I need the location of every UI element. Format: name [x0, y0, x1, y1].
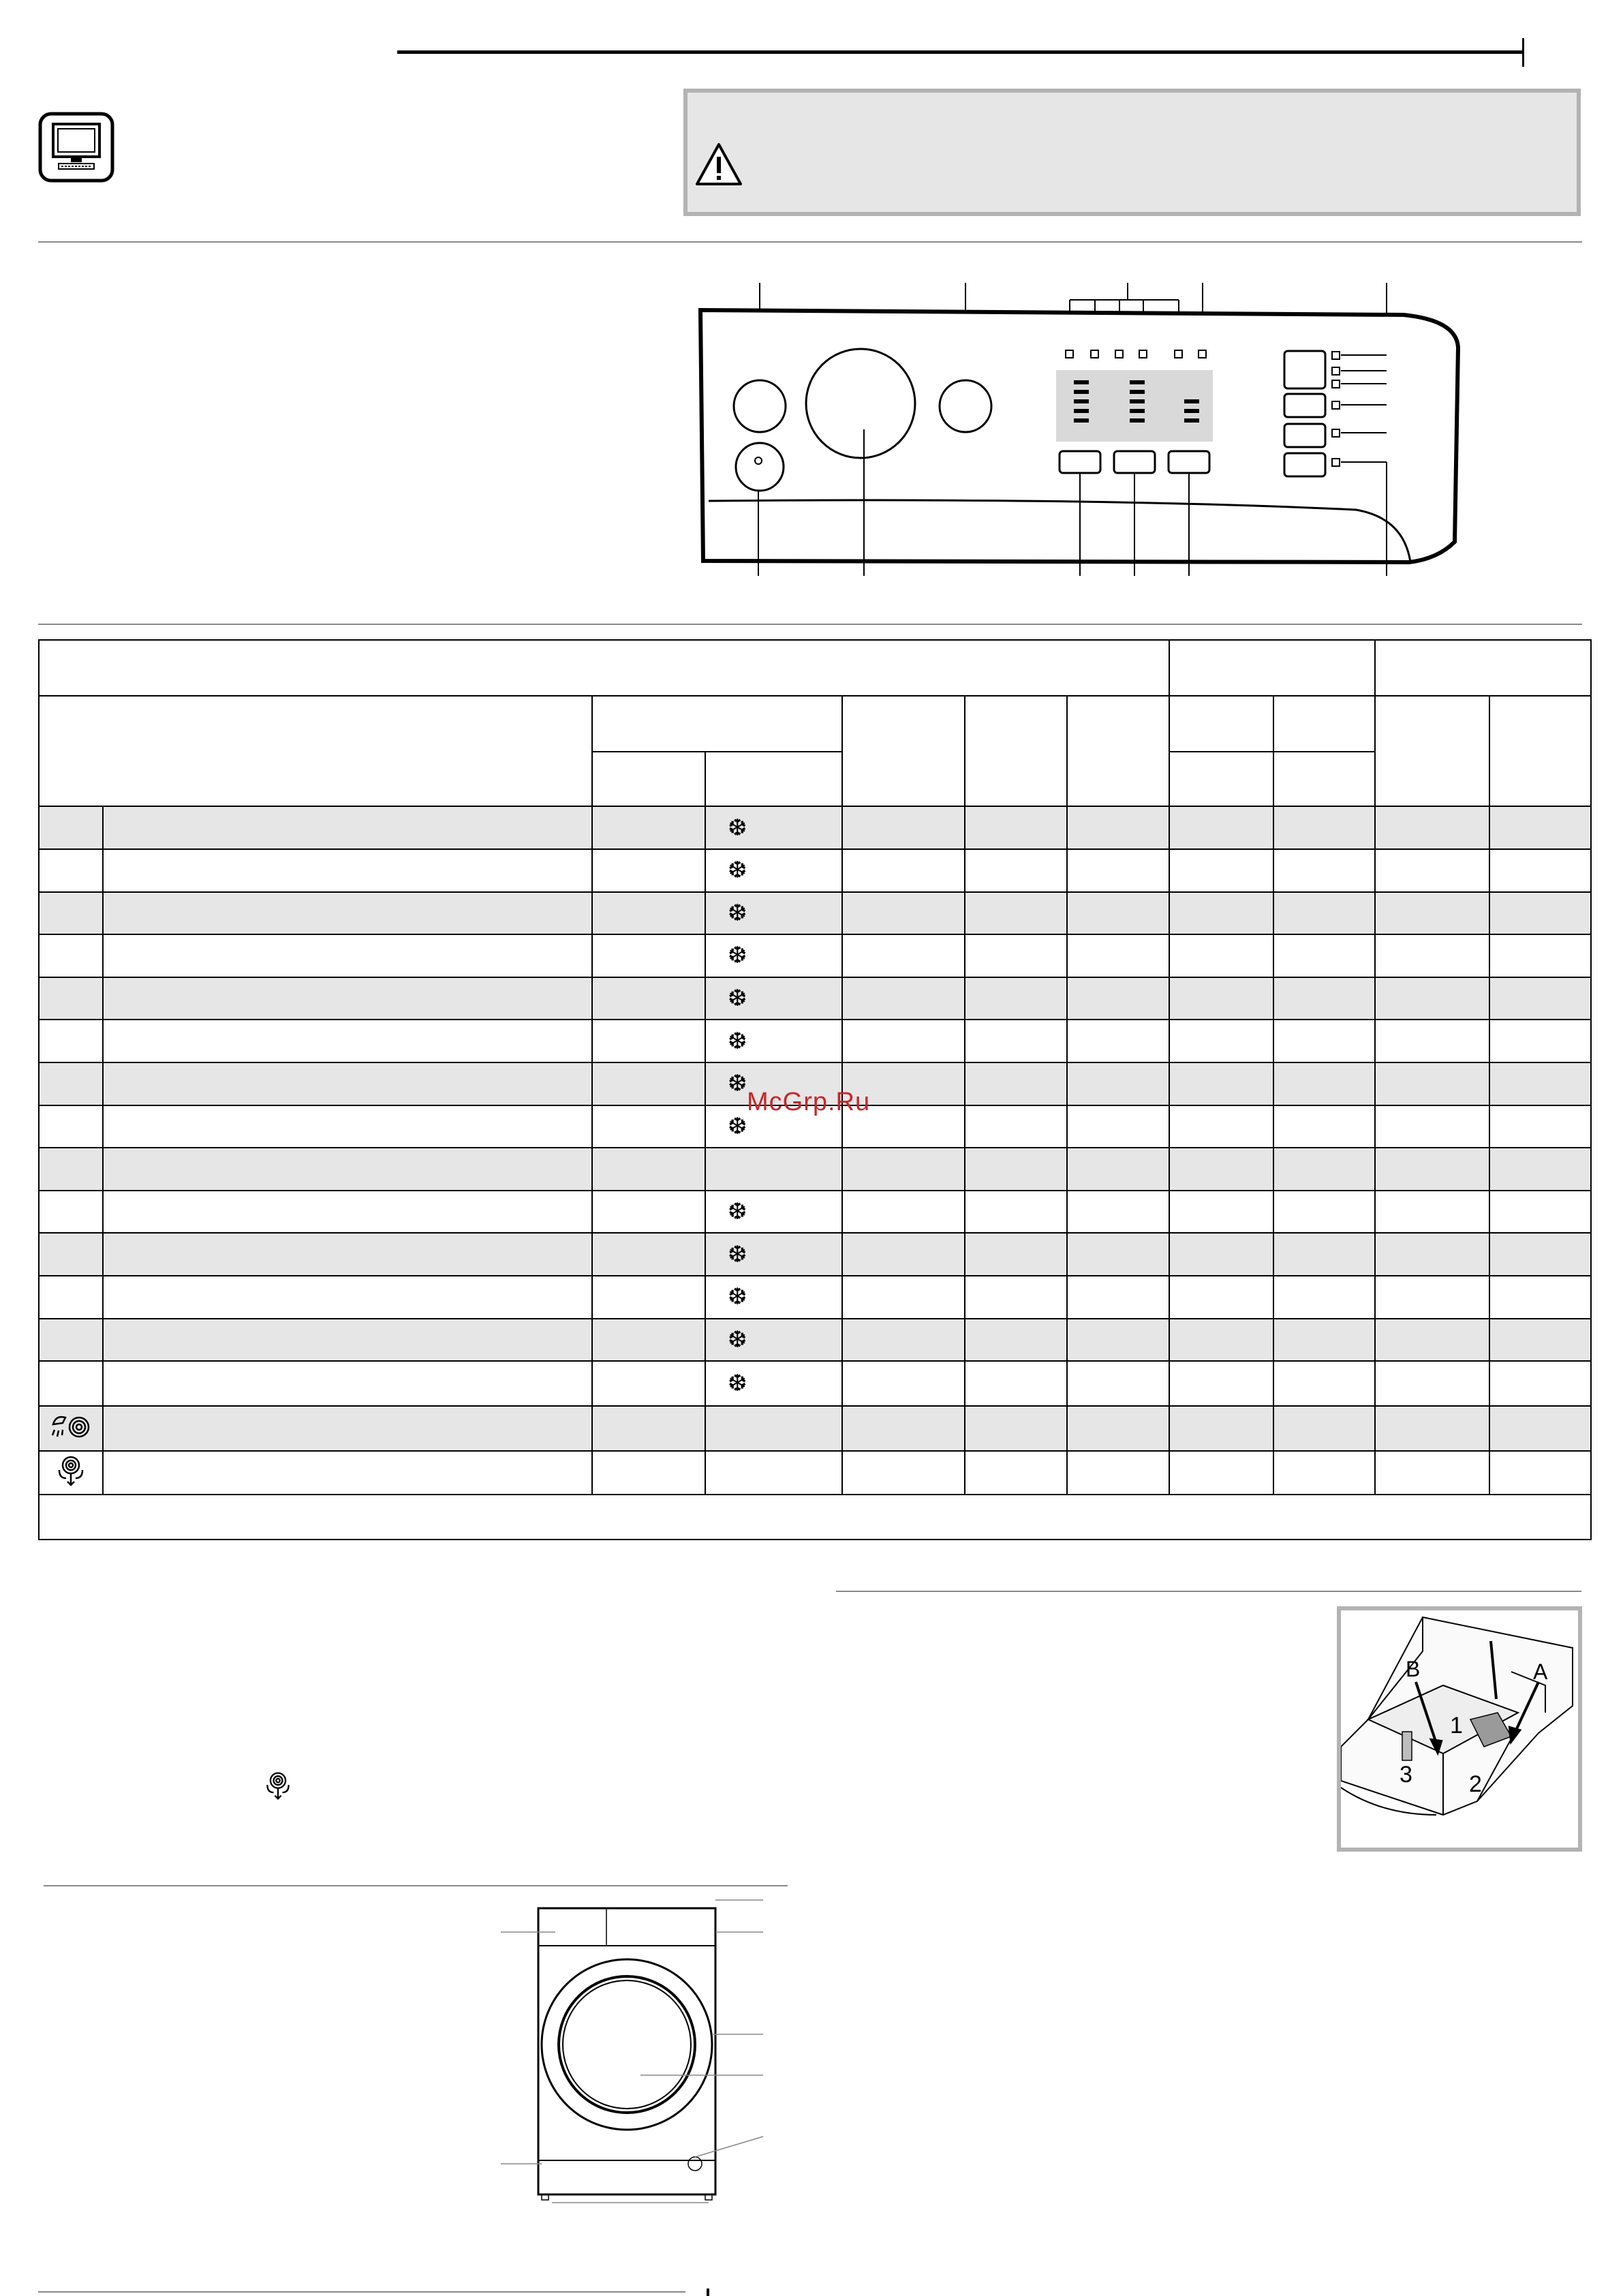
table-cell	[39, 977, 103, 1020]
table-cell	[1489, 806, 1591, 849]
snowflake-icon: ❆	[728, 985, 747, 1012]
table-cell	[1273, 1020, 1375, 1062]
table-cell	[39, 892, 103, 935]
table-cell	[1169, 977, 1273, 1020]
table-cell	[1169, 1319, 1273, 1362]
spin-drain-icon	[261, 1770, 295, 1801]
table-cell	[965, 1233, 1067, 1276]
table-cell	[1273, 934, 1375, 977]
table-cell	[1375, 1191, 1489, 1234]
table-cell	[39, 1191, 103, 1234]
table-row	[39, 1361, 1591, 1406]
snowflake-icon: ❆	[728, 1326, 747, 1353]
table-row	[39, 977, 1591, 1020]
table-cell	[1067, 1276, 1169, 1319]
table-cell	[103, 1020, 592, 1062]
snowflake-icon: ❆	[728, 1241, 747, 1268]
table-row	[39, 1233, 1591, 1276]
snowflake-icon: ❆	[728, 1113, 747, 1139]
table-cell	[592, 806, 705, 849]
snowflake-icon: ❆	[728, 900, 747, 926]
table-cell	[705, 1361, 842, 1406]
table-row	[39, 1020, 1591, 1062]
table-cell	[1375, 977, 1489, 1020]
snowflake-icon: ❆	[728, 1071, 747, 1097]
table-cell	[1273, 1191, 1375, 1234]
table-cell	[1273, 1148, 1375, 1191]
table-cell	[1169, 1191, 1273, 1234]
table-cell	[1067, 1191, 1169, 1234]
table-cell	[103, 1105, 592, 1148]
table-cell	[1169, 1233, 1273, 1276]
dispenser-label-1: 1	[1450, 1713, 1463, 1739]
table-cell	[1273, 1105, 1375, 1148]
table-cell	[1489, 892, 1591, 935]
table-cell	[103, 977, 592, 1020]
dispenser-label-a: A	[1533, 1659, 1548, 1684]
table-cell	[705, 1233, 842, 1276]
table-header-cell	[1169, 640, 1375, 696]
table-cell	[592, 892, 705, 935]
snowflake-icon: ❆	[728, 1199, 747, 1225]
table-cell	[1375, 892, 1489, 935]
table-cell	[842, 1233, 965, 1276]
table-header-cell	[1273, 752, 1375, 806]
table-cell	[1375, 1020, 1489, 1062]
section-rule-3	[836, 1591, 1581, 1592]
header-rule-end	[1522, 38, 1524, 67]
spin-drain-icon	[39, 1451, 103, 1495]
table-cell	[1489, 1233, 1591, 1276]
table-cell	[592, 1276, 705, 1319]
warning-box	[683, 89, 1581, 216]
table-cell	[39, 806, 103, 849]
table-cell	[1375, 1319, 1489, 1362]
table-cell	[1273, 806, 1375, 849]
table-header-cell	[1067, 696, 1169, 806]
table-cell	[1375, 1233, 1489, 1276]
table-cell	[1489, 1191, 1591, 1234]
table-cell	[39, 849, 103, 892]
table-cell	[965, 1361, 1067, 1406]
table-cell	[1169, 849, 1273, 892]
table-cell	[1067, 934, 1169, 977]
table-cell	[965, 1319, 1067, 1362]
table-row	[39, 892, 1591, 935]
table-cell	[1375, 1062, 1489, 1105]
table-header-cell	[1375, 640, 1591, 696]
table-cell	[842, 1020, 965, 1062]
table-cell	[39, 1105, 103, 1148]
table-header-cell	[1169, 696, 1273, 752]
table-cell	[1169, 1148, 1273, 1191]
table-cell	[39, 1319, 103, 1362]
table-cell	[103, 892, 592, 935]
table-cell	[1169, 892, 1273, 935]
table-cell	[1489, 849, 1591, 892]
bottom-mark	[707, 2289, 709, 2296]
table-row	[39, 1319, 1591, 1362]
table-cell	[1067, 1361, 1169, 1406]
snowflake-icon: ❆	[728, 943, 747, 969]
table-header-cell	[39, 696, 592, 806]
table-cell	[1067, 1062, 1169, 1105]
detergent-dispenser-figure	[1337, 1606, 1582, 1852]
table-cell	[1489, 1148, 1591, 1191]
snowflake-icon: ❆	[728, 1371, 747, 1397]
table-cell	[705, 849, 842, 892]
table-cell	[103, 934, 592, 977]
table-cell	[965, 1276, 1067, 1319]
table-header-cell	[1489, 696, 1591, 806]
rinse-spin-icon	[39, 1406, 103, 1451]
table-cell	[1273, 892, 1375, 935]
table-cell	[965, 934, 1067, 977]
table-cell	[1067, 806, 1169, 849]
table-cell	[965, 1062, 1067, 1105]
table-cell	[1067, 1148, 1169, 1191]
table-cell	[1067, 1105, 1169, 1148]
table-cell	[1375, 1148, 1489, 1191]
section-rule-2	[38, 624, 1582, 625]
section-rule-1	[38, 241, 1582, 243]
table-cell	[39, 934, 103, 977]
table-cell	[39, 1361, 103, 1406]
table-cell	[1375, 1361, 1489, 1406]
table-cell	[103, 1062, 592, 1105]
table-cell	[103, 1319, 592, 1362]
table-cell	[592, 1105, 705, 1148]
table-cell	[842, 934, 965, 977]
table-row	[39, 1191, 1591, 1234]
table-row	[39, 1276, 1591, 1319]
dispenser-label-b: B	[1406, 1657, 1421, 1681]
table-cell	[1067, 1233, 1169, 1276]
header-rule	[397, 50, 1524, 54]
table-row-drain-spin	[39, 1451, 1591, 1495]
table-cell	[1169, 1020, 1273, 1062]
table-cell	[592, 1361, 705, 1406]
table-cell	[592, 1319, 705, 1362]
table-cell	[705, 1276, 842, 1319]
table-cell	[592, 1233, 705, 1276]
table-cell	[1067, 892, 1169, 935]
table-header-cell	[1169, 752, 1273, 806]
table-cell	[1489, 1105, 1591, 1148]
warning-triangle-icon	[694, 142, 743, 187]
table-cell	[1169, 1361, 1273, 1406]
table-cell	[592, 1148, 705, 1191]
table-cell	[842, 892, 965, 935]
table-cell	[705, 1148, 842, 1191]
washing-machine-figure	[491, 1888, 777, 2208]
table-cell	[965, 849, 1067, 892]
table-cell	[1489, 934, 1591, 977]
table-header-cell	[1273, 696, 1375, 752]
table-cell	[842, 806, 965, 849]
table-cell	[1067, 1319, 1169, 1362]
table-cell	[592, 1062, 705, 1105]
table-cell	[103, 806, 592, 849]
table-cell	[1067, 977, 1169, 1020]
table-header-cell	[705, 752, 842, 806]
snowflake-icon: ❆	[728, 1284, 747, 1311]
table-cell	[103, 849, 592, 892]
table-cell	[103, 1361, 592, 1406]
table-cell	[965, 892, 1067, 935]
table-cell	[705, 806, 842, 849]
table-cell	[705, 977, 842, 1020]
table-cell	[705, 1020, 842, 1062]
table-cell	[1273, 1233, 1375, 1276]
table-header-cell	[592, 696, 842, 752]
snowflake-icon: ❆	[728, 1028, 747, 1054]
table-row-rinse-spin	[39, 1406, 1591, 1451]
table-cell	[592, 849, 705, 892]
table-cell	[1489, 1361, 1591, 1406]
table-cell	[592, 1191, 705, 1234]
table-cell	[39, 1062, 103, 1105]
table-cell	[842, 849, 965, 892]
monitor-icon	[38, 112, 114, 183]
table-cell	[39, 1020, 103, 1062]
table-cell	[705, 1319, 842, 1362]
table-cell	[592, 1020, 705, 1062]
table-cell	[1067, 1020, 1169, 1062]
table-cell	[1273, 1361, 1375, 1406]
table-cell	[842, 1148, 965, 1191]
table-cell	[705, 1191, 842, 1234]
table-cell	[1169, 1062, 1273, 1105]
table-cell	[39, 1148, 103, 1191]
dispenser-label-2: 2	[1469, 1771, 1482, 1797]
table-cell	[1273, 849, 1375, 892]
snowflake-icon: ❆	[728, 857, 747, 884]
table-cell	[103, 1148, 592, 1191]
table-header-cell	[592, 752, 705, 806]
table-cell	[842, 1191, 965, 1234]
table-cell	[705, 892, 842, 935]
table-cell	[1273, 1276, 1375, 1319]
table-cell	[103, 1276, 592, 1319]
table-cell	[103, 1191, 592, 1234]
table-header-cell	[39, 640, 1169, 696]
table-cell	[965, 1148, 1067, 1191]
table-header-cell	[965, 696, 1067, 806]
table-cell	[1169, 806, 1273, 849]
table-cell	[1489, 1276, 1591, 1319]
table-cell	[1375, 934, 1489, 977]
table-cell	[1489, 1319, 1591, 1362]
table-cell	[103, 1233, 592, 1276]
table-cell	[1375, 1105, 1489, 1148]
table-cell	[1273, 1062, 1375, 1105]
table-header-cell	[842, 696, 965, 806]
table-cell	[1375, 849, 1489, 892]
table-cell	[1169, 1276, 1273, 1319]
table-cell	[842, 1361, 965, 1406]
table-cell	[1489, 977, 1591, 1020]
table-cell	[1375, 806, 1489, 849]
table-cell	[965, 1020, 1067, 1062]
table-row	[39, 1148, 1591, 1191]
table-cell	[705, 934, 842, 977]
table-cell	[39, 1276, 103, 1319]
table-cell	[965, 806, 1067, 849]
table-row	[39, 934, 1591, 977]
table-cell	[1489, 1062, 1591, 1105]
section-rule-4	[44, 1885, 788, 1886]
table-cell	[1169, 934, 1273, 977]
table-cell	[1489, 1020, 1591, 1062]
table-cell	[592, 934, 705, 977]
table-cell	[965, 1191, 1067, 1234]
table-cell	[39, 1233, 103, 1276]
table-cell	[1169, 1105, 1273, 1148]
dispenser-label-3: 3	[1400, 1762, 1412, 1788]
table-cell	[965, 977, 1067, 1020]
table-cell	[1273, 977, 1375, 1020]
table-row	[39, 849, 1591, 892]
table-row	[39, 806, 1591, 849]
table-footer-cell	[39, 1495, 1591, 1540]
table-cell	[965, 1105, 1067, 1148]
watermark: McGrp.Ru	[747, 1088, 871, 1116]
snowflake-icon: ❆	[728, 814, 747, 841]
section-rule-5	[38, 2291, 685, 2293]
table-cell	[842, 1319, 965, 1362]
table-cell	[1067, 849, 1169, 892]
table-cell	[592, 977, 705, 1020]
control-panel-diagram	[688, 273, 1472, 586]
table-header-cell	[1375, 696, 1489, 806]
table-cell	[1273, 1319, 1375, 1362]
table-cell	[842, 977, 965, 1020]
table-cell	[842, 1276, 965, 1319]
table-cell	[1375, 1276, 1489, 1319]
